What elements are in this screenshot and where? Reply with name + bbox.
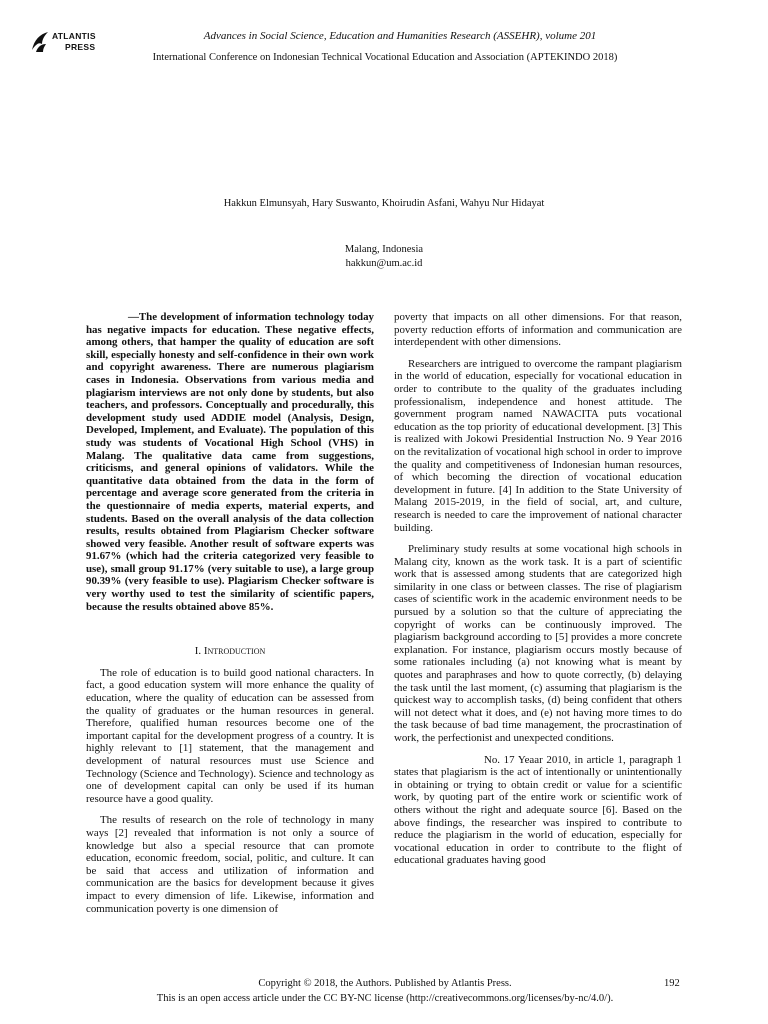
affiliation bbox=[0, 243, 768, 271]
right-column bbox=[394, 311, 682, 876]
section-number: I. bbox=[194, 645, 202, 658]
logo-text-atlantis: ATLANTIS bbox=[52, 31, 96, 41]
logo-text-press: PRESS bbox=[65, 42, 96, 52]
series-title: Advances in Social Science, Education and Humanities Research (ASSEHR), volume 201 bbox=[203, 30, 597, 42]
section-title: Introduction bbox=[203, 645, 266, 658]
abstract: —The development of information technology today has negative impacts for education. These negative effects, among others, that hamper the quality of education are soft skill, especially honesty and self-confidence in their own work and copyright awareness. There are numerous plagiarism cases in Indonesia. Observations from various media and plagiarism interviews are not only done by students, but also teachers, and professors. Conceptually and procedurally, this development study used ADDIE model (Analysis, Design, Developed, Implement, and Evaluate). The population of this study was students of Vocational High School (VHS) in Malang. The qualitative data came from suggestions, criticisms, and general opinions of validators. While the quantitative data obtained from the data in the form of percentage and average score generated from the criteria in the questionnaire of media experts, material experts, and students. Based on the overall analysis of the data collection results, results obtained from Plagiarism Checker software showed very feasible. Another result of software experts was 91.67% (which had the criteria categorized very feasible to use), small group 91.17% (very suitable to use), a large group 90.39% (very feasible to use). Plagiarism Checker software is very worthy used to test the similarity of scientific papers, because the results obtained above 85%. bbox=[86, 311, 374, 613]
conference-title: International Conference on Indonesian Technical Vocational Education and Association (APTEKINDO 2018) bbox=[152, 52, 618, 63]
paragraph: Preliminary study results at some vocational high schools in Malang city, known as the work task. It is a part of scientific work that is assessed among students that are categorized high similarity in one class or between classes. The rise of plagiarism cases of scientific work in the academic environment needs to be pursued by a solution so that the culture of appreciating the copyright of works can be continuously improved. The plagiarism background according to [5] provides a more concrete explanation. For instance, plagiarism occurs mostly because of some rationales including (a) not knowing what is meant by quotes and paraphrases and how to quote correctly, (b) delaying the task until the last moment, (c) assuming that plagiarism is the quickest way to accomplish tasks, (d) being confident that others will not detect what it does, and (e) not having more times to do the task because of bad time management, the procrastination of work, the perfectionist and unexpected conditions. bbox=[394, 543, 682, 744]
atlantis-press-logo-icon bbox=[30, 30, 50, 54]
paragraph: Researchers are intrigued to overcome the rampant plagiarism in the world of education, especially for vocational education in order to contribute to the quality of the graduates including professionalism, independence and honest attitude. The government program named NAWACITA puts vocational education as the top priority of educational development. [3] This is realized with Jokowi Presidential Instruction No. 9 Year 2016 on the revitalization of vocational high school in order to improve the quality and competitiveness of Indonesian human resources, of which becoming the direction of vocational education development in future. [4] In addition to the State University of Malang 2015-2019, in the field of social, art, and culture, research is needed to care the improvement of national character building. bbox=[394, 357, 682, 534]
paragraph: poverty that impacts on all other dimensions. For that reason, poverty reduction efforts of information and communication are interdependent with other dimensions. bbox=[394, 311, 682, 349]
author-list: Hakkun Elmunsyah, Hary Suswanto, Khoirudin Asfani, Wahyu Nur Hidayat bbox=[223, 198, 545, 209]
paragraph: The results of research on the role of technology in many ways [2] revealed that information is not only a source of knowledge but also a special resource that can promote education, economic freedom, social, politic, and culture. It can be said that access and utilization of information and communication are the basics for development because it gives impact to every dimension of life. Likewise, information and communication poverty is one dimension of bbox=[86, 814, 374, 915]
paragraph: The role of education is to build good national characters. In fact, a good education system will more enhance the quality of education, where the quality of education can be assessed from the quality of graduates or the human resources in general. Therefore, qualified human resources become one of the important capital for the development progress of a country. It is highly relevant to [1] statement, that the management and development of natural resources must use Science and Technology (Science and Technology). Science and technology as one of development capital can only be used if its human resource have a good quality. bbox=[86, 666, 374, 805]
author-email[interactable]: hakkun@um.ac.id bbox=[345, 258, 423, 269]
affiliation-location: Malang, Indonesia bbox=[344, 244, 424, 255]
license-notice: This is an open access article under the CC BY-NC license (http://creativecommons.org/licenses/by-nc/4.0/). bbox=[156, 993, 614, 1004]
paragraph: No. 17 Yeaar 2010, in article 1, paragraph 1 states that plagiarism is the act of intentionally or unintentionally in obtaining or trying to obtain credit or value for a scientific work, by quoting part of the entire work or scientific work of others without the right and adequate source [6]. Based on the above findings, the researcher was inspired to contribute to reduce the plagiarism in the world of education, especially for vocational education in order to contribute to the flight of educational graduates having good bbox=[394, 753, 682, 867]
copyright-notice: Copyright © 2018, the Authors. Published by Atlantis Press. bbox=[258, 978, 512, 989]
section-heading bbox=[86, 645, 374, 658]
page-number: 192 bbox=[664, 978, 680, 989]
left-column bbox=[86, 311, 374, 924]
